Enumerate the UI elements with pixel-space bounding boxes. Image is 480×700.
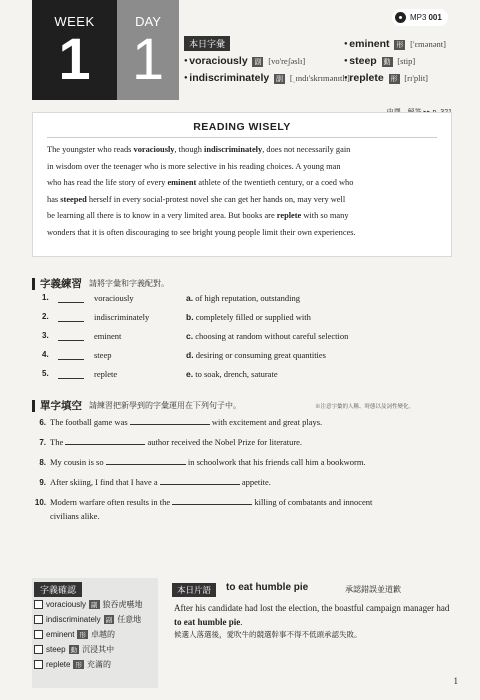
- pos-icon: 形: [79, 632, 86, 639]
- day-label: DAY: [135, 14, 161, 29]
- reading-line: The youngster who reads voraciously, though indiscriminately, does not necessarily gain: [47, 145, 351, 154]
- review-item[interactable]: voraciously 副 狼吞虎嚥地: [34, 599, 143, 610]
- vocab-highlight: indiscriminately: [204, 145, 263, 154]
- answer-blank[interactable]: [58, 302, 84, 303]
- mp3-label: MP3: [410, 13, 427, 22]
- vocab-highlight: eminent: [167, 178, 197, 187]
- checkbox-icon[interactable]: [34, 645, 43, 654]
- pos-icon: 形: [75, 662, 82, 669]
- pos-icon: 副: [105, 617, 113, 624]
- answer-blank[interactable]: [65, 437, 145, 445]
- section-bar: [32, 278, 35, 290]
- pos-icon: 形: [390, 76, 398, 83]
- fillin-note: ※注意字彙的人稱、時態以及詞性變化。: [315, 404, 415, 410]
- checkbox-icon[interactable]: [34, 615, 43, 624]
- week-label: WEEK: [54, 14, 95, 29]
- fillin-row: 10. Modern warfare often results in the killing of combatants and innocent: [34, 497, 373, 507]
- matching-title: 字義練習: [40, 278, 82, 290]
- fillin-row: 9. After skiing, I find that I have a appetite.: [39, 477, 271, 487]
- mp3-track-badge[interactable]: [392, 9, 448, 26]
- review-item[interactable]: replete 形 充滿的: [34, 659, 111, 670]
- reading-line: has steeped herself in every social-protest novel she can get her hands on, may very well: [47, 194, 346, 204]
- pos-icon: 動: [70, 647, 78, 654]
- pos-icon: 形: [396, 42, 404, 49]
- matching-instruction: 請將字彙和字義配對。: [89, 279, 169, 288]
- review-item[interactable]: steep 動 沉浸其中: [34, 644, 114, 655]
- pos-icon: 動: [383, 59, 391, 66]
- review-item[interactable]: indiscriminately 副 任意地: [34, 614, 141, 625]
- answer-blank[interactable]: [58, 359, 84, 360]
- reading-title: READING WISELY: [193, 121, 291, 133]
- header-vocab-replete: ● replete 形 [rɪ'plit]: [344, 72, 428, 84]
- pos-icon: 副: [276, 76, 284, 83]
- idiom-translation: 候選人落選後，愛吹牛的競選幹事不得不低頭承認失敗。: [174, 630, 362, 639]
- week-block: [32, 0, 117, 100]
- review-item[interactable]: eminent 形 卓越的: [34, 629, 115, 640]
- fillin-section-header: [32, 398, 241, 413]
- review-panel: [32, 578, 158, 688]
- header-vocab-steep: ● steep 動 [stip]: [344, 55, 415, 67]
- idiom-meaning: 承認錯誤並道歉: [345, 585, 401, 594]
- reading-line: be learning all there is to know in a very limited area. But books are replete with so many: [47, 211, 349, 220]
- divider: [47, 137, 437, 138]
- checkbox-icon[interactable]: [34, 630, 43, 639]
- checkbox-icon[interactable]: [34, 600, 43, 609]
- header-vocab-eminent: ● eminent 形 ['ɛmənənt]: [344, 38, 446, 50]
- header-vocab-indiscriminately: ● indiscriminately 副 [ˌɪndɪ'skrɪmənɪtlɪ]: [184, 72, 350, 84]
- fillin-title: 單字填空: [40, 400, 82, 412]
- today-vocab-badge: 本日字彙: [184, 36, 230, 51]
- review-badge: 字義確認: [34, 582, 82, 597]
- idiom-example: After his candidate had lost the election, the boastful campaign manager had to eat humble pie.: [174, 603, 450, 627]
- day-block: [117, 0, 179, 100]
- idiom-badge: 本日片語: [172, 583, 216, 597]
- vocab-highlight: replete: [276, 211, 302, 220]
- answer-blank[interactable]: [160, 477, 240, 485]
- cd-icon: [395, 12, 406, 23]
- answer-blank[interactable]: [130, 417, 210, 425]
- checkbox-icon[interactable]: [34, 660, 43, 669]
- fillin-row-continuation: civilians alike.: [50, 511, 100, 521]
- idiom-phrase: to eat humble pie: [226, 582, 309, 593]
- reading-passage-box: [32, 112, 452, 257]
- fillin-row: 8. My cousin is so in schoolwork that his friends call him a bookworm.: [39, 457, 366, 467]
- vocab-highlight: steeped: [60, 194, 87, 204]
- page-number: 1: [453, 676, 458, 686]
- reading-line: who has read the life story of every eminent athlete of the twentieth century, or a coed who: [47, 178, 354, 187]
- reading-text: [47, 142, 437, 241]
- day-number: 1: [131, 27, 165, 92]
- pos-icon: 副: [254, 59, 262, 66]
- header-vocab-voraciously: ● voraciously 副 [vo'reʃəslɪ]: [184, 55, 305, 67]
- answer-blank[interactable]: [58, 378, 84, 379]
- answer-blank[interactable]: [58, 340, 84, 341]
- reading-line: in wisdom over the teenager who is more selective in his reading choices. A young man: [47, 161, 341, 171]
- pos-icon: 副: [91, 602, 98, 609]
- matching-section-header: [32, 276, 169, 291]
- fillin-row: 6. The football game was with excitement and great plays.: [39, 417, 323, 427]
- week-number: 1: [58, 27, 91, 92]
- answer-blank[interactable]: [58, 321, 84, 322]
- fillin-row: 7. The author received the Nobel Prize for literature.: [39, 437, 303, 447]
- answer-blank[interactable]: [172, 497, 252, 505]
- mp3-track-number: 001: [428, 13, 442, 22]
- fillin-instruction: 請練習把新學到的字彙運用在下列句子中。: [89, 401, 241, 410]
- answer-blank[interactable]: [106, 457, 186, 465]
- section-bar: [32, 400, 35, 412]
- reading-line: wonders that it is often discouraging to see bright young people limit their own experiences.: [47, 227, 356, 237]
- vocab-highlight: voraciously: [133, 145, 175, 154]
